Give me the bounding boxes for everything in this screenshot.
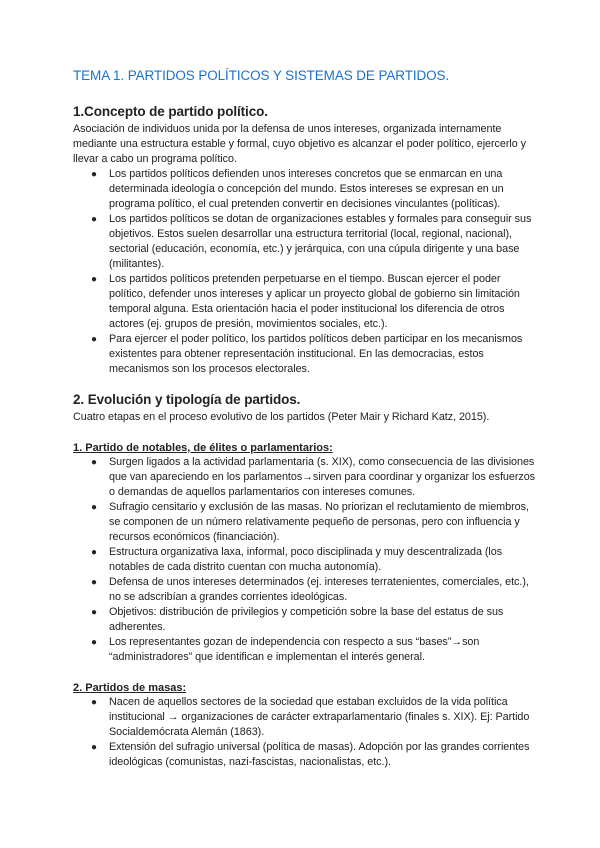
bullet-icon: ● — [91, 457, 97, 468]
section2-heading: 2. Evolución y tipología de partidos. — [73, 392, 301, 407]
bullet-icon: ● — [91, 502, 97, 513]
bullet-icon: ● — [91, 607, 97, 618]
bullet-icon: ● — [91, 697, 97, 708]
bullet-icon: ● — [91, 274, 97, 285]
list-item — [91, 545, 538, 575]
bullet-icon: ● — [91, 169, 97, 180]
bullet-icon: ● — [91, 547, 97, 558]
list-item-text: Nacen de aquellos sectores de la sociedad que estaban excluidos de la vida política institucional → organizaciones de carácter extraparlamentario (finales s. XIX). Ej: Partido Socialdemócrata Alemán (1863). — [109, 696, 530, 738]
list-item — [91, 272, 538, 332]
list-item-text: Extensión del sufragio universal (política de masas). Adopción por las grandes corrientes ideológicas (comunistas, nazi-fascistas, nacionalistas, etc.). — [109, 741, 530, 768]
list-item — [91, 605, 538, 635]
list-item — [91, 332, 538, 377]
section1-heading: 1.Concepto de partido político. — [73, 104, 268, 119]
list-item-text: Objetivos: distribución de privilegios y competición sobre la base del estatus de sus adherentes. — [109, 606, 504, 633]
list-item — [91, 455, 538, 500]
list-item-text: Estructura organizativa laxa, informal, poco disciplinada y muy descentralizada (los notables de cada distrito cuentan con mucha autonomía). — [109, 546, 503, 573]
subsection2-bullet-list — [73, 695, 538, 770]
list-item — [91, 500, 538, 545]
list-item-text: Defensa de unos intereses determinados (ej. intereses terratenientes, comerciales, etc.), no se adscribían a grandes corrientes ideológicas. — [109, 576, 529, 603]
document-title: TEMA 1. PARTIDOS POLÍTICOS Y SISTEMAS DE PARTIDOS. — [73, 68, 450, 83]
bullet-icon: ● — [91, 214, 97, 225]
list-item-text: Los partidos políticos pretenden perpetuarse en el tiempo. Buscan ejercer el poder político, defender unos intereses y aplicar un proyecto global de gobierno sin limitación temporal alguna. Esta orientación hacia el poder institucional los diferencia de otros actores (ej. grupos de presión, movimientos sociales, etc.). — [109, 273, 520, 330]
bullet-icon: ● — [91, 577, 97, 588]
list-item — [91, 212, 538, 272]
bullet-icon: ● — [91, 334, 97, 345]
subsection2-heading: 2. Partidos de masas: — [73, 682, 187, 694]
list-item-text: Sufragio censitario y exclusión de las masas. No priorizan el reclutamiento de miembros, se componen de un número relativamente pequeño de personas, pero con influencia y recursos económicos (financiación). — [109, 501, 529, 543]
list-item — [91, 740, 538, 770]
list-item-text: Los partidos políticos se dotan de organizaciones estables y formales para conseguir sus objetivos. Estos suelen desarrollar una estructura territorial (local, regional, nacional), sectorial (educación, economía, etc.) y jerárquica, con una cúpula dirigente y una base (militantes). — [109, 213, 532, 270]
bullet-icon: ● — [91, 742, 97, 753]
list-item — [91, 575, 538, 605]
list-item-text: Los representantes gozan de independencia con respecto a sus “bases”→son “administradores” que identifican e implementan el interés general. — [109, 636, 480, 663]
list-item-text: Los partidos políticos defienden unos intereses concretos que se enmarcan en una determinada ideología o concepción del mundo. Estos intereses se expresan en un programa político, el cual pretenden convertir en decisiones vinculantes (políticas). — [109, 168, 504, 210]
subsection1-bullet-list — [73, 455, 538, 665]
section1-intro: Asociación de individuos unida por la defensa de unos intereses, organizada internamente mediante una estructura estable y formal, cuyo objetivo es alcanzar el poder político, ejercerlo y llevar a cabo un programa político. — [73, 123, 527, 165]
list-item-text: Surgen ligados a la actividad parlamentaria (s. XIX), como consecuencia de las divisiones que van apareciendo en los parlamentos→sirven para coordinar y organizar los esfuerzos o demandas de aquellos parlamentarios con intereses comunes. — [109, 456, 536, 498]
bullet-icon: ● — [91, 637, 97, 648]
section1-bullet-list — [73, 167, 538, 377]
list-item — [91, 635, 538, 665]
subsection1-heading: 1. Partido de notables, de élites o parlamentarios: — [73, 442, 333, 454]
list-item — [91, 695, 538, 740]
list-item — [91, 167, 538, 212]
list-item-text: Para ejercer el poder político, los partidos políticos deben participar en los mecanismos existentes para obtener representación institucional. En las democracias, estos mecanismos son los procesos electorales. — [109, 333, 523, 375]
section2-intro: Cuatro etapas en el proceso evolutivo de los partidos (Peter Mair y Richard Katz, 2015). — [73, 411, 490, 423]
